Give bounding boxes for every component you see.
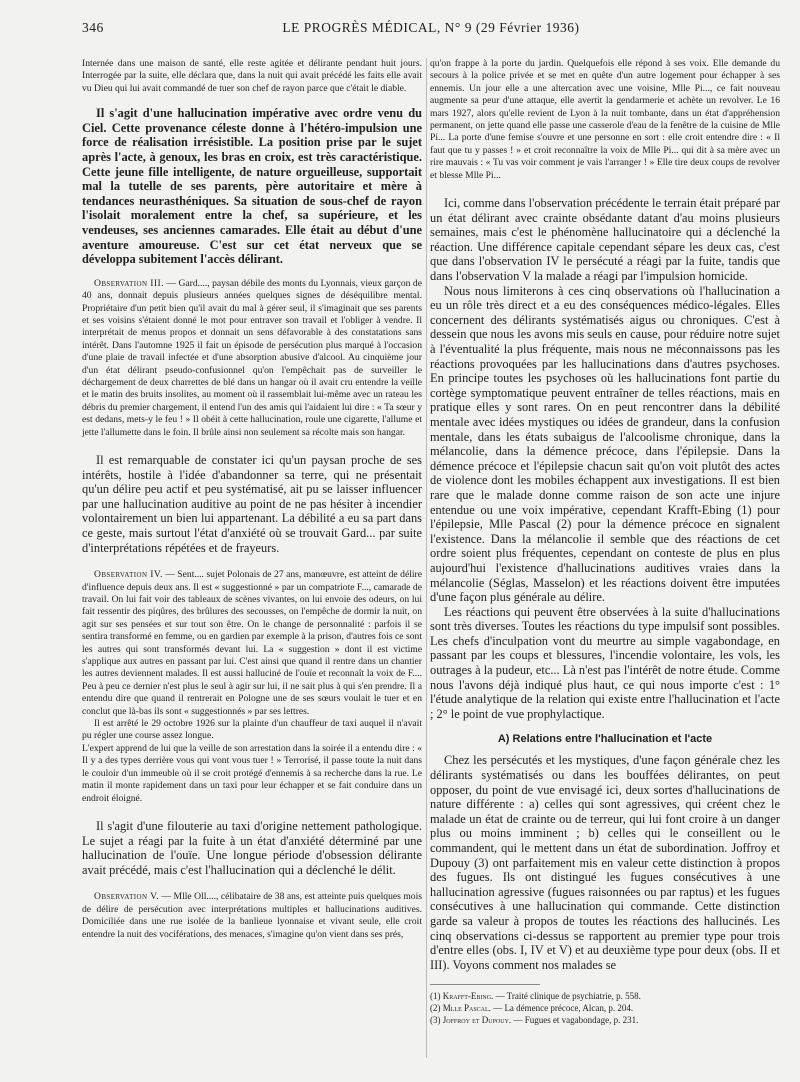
observation-4-label: Observation IV. [94, 569, 163, 581]
paragraph-five-observations: Nous nous limiterons à ces cinq observations où l'hallucination a eu un rôle très direct et a eu des conséquences médico-légales. Elles concernent des délirants systématisés aigus ou chroniques. C'est à dessein que nous les avons mis seuls en cause, pour réduire notre sujet à l'éventualité la plus fréquente, mais nous ne méconnaissons pas les réactions provoquées par les hallucinations dans d'autres psychoses. En principe toutes les psychoses où les hallucinations font partie du cortège symptomatique peuvent entraîner de telles réactions, mais en pratique elles y sont rares. On en peut rencontrer dans la débilité mentale avec idées mystiques ou idées de grandeur, dans la confusion mentale, dans les états subaigus de l'alcoolisme chronique, dans la mélancolie, dans la démence précoce, dans l'épilepsie. Dans la démence précoce et l'épilepsie chacun sait qu'on voit plutôt des actes de violence dont les mobiles échappent aux investigations. Il est bien rare que le malade donne comme raison de son acte une injure entendue ou une voix impérative, cependant Krafft-Ebing (1) pour l'épilepsie, Mlle Pascal (2) pour la démence précoce en signalent l'existence. Dans la mélancolie il semble que des réactions de cet ordre soient plus fréquentes, cependant on conteste de plus en plus aujourd'hui l'existence d'hallucinations auditives vraies dans la mélancolie (Séglas, Masselon) et les réactions doivent être imputées d'une façon plus générale au délire. [430, 283, 780, 605]
observation-3 [82, 278, 422, 439]
paragraph-reactions: Les réactions qui peuvent être observées à la suite d'hallucinations sont très diverses. Toutes les réactions du type impulsif sont possibles. Les chefs d'inculpation vont du meurtre au simple vagabondage, en passant par les coups et blessures, l'incendie volontaire, les vols, les outrages à la pudeur, etc... Là n'est pas l'intérêt de notre étude. Comme nous l'avons déjà indiqué plus haut, ce qui nous importe c'est : 1° l'étude analytique de la relation qui existe entre l'hallucination et l'acte ; 2° le point de vue prophylactique. [430, 604, 780, 721]
paragraph-persecutes: Chez les persécutés et les mystiques, d'une façon générale chez les délirants systématisés ou dans les bouffées délirantes, on peut opposer, du point de vue envisagé ici, deux sortes d'hallucinations de nature différente : a) celles qui sont agressives, qui créent chez le malade un état de crainte ou de terreur, qui lui font croire à un danger plus ou moins imminent ; b) celles qui le conseillent ou le commandent, qui le mettent dans un état de subordination. Joffroy et Dupouy (3) ont parfaitement mis en valeur cette distinction à propos des fugues. Ils ont distingué les fugues consécutives à une hallucination agressive (fugues raisonnées ou par raptus) et les fugues consécutives à une hallucination qui commande. Cette distinction garde sa valeur à propos de toutes les réactions des hallucinés. Les cinq observations ci-dessus se rapportent au premier type pour trois d'entre elles (obs. I, IV et V) et au deuxième type pour deux (obs. II et III). Voyons comment nos malades se [430, 753, 780, 972]
observation-3-label: Observation III. [94, 277, 164, 289]
paragraph-commentary-obs3: Il est remarquable de constater ici qu'un paysan proche de ses intérêts, hostile à l'idée d'abandonner sa terre, qui ne présentait qu'un délire peu actif et peu systématisé, ait pu se laisser influencer par une hallucination auditive au point de ne pas hésiter à incendier volontairement un bien lui appartenant. La débilité a eu sa part dans ce geste, mais surtout l'état d'anxiété où se trouvait Gard... par suite d'interprétations répétées et de frayeurs. [82, 453, 422, 555]
page-number: 346 [82, 20, 104, 35]
observation-4 [82, 569, 422, 718]
footnote-2: (2) Mlle Pascal. — La démence précoce, Alcan, p. 204. [430, 1002, 634, 1013]
section-heading: A) Relations entre l'hallucination et l'acte [497, 733, 713, 746]
observation-5 [82, 891, 422, 941]
footnote-rule [430, 984, 540, 985]
footnote-3: (3) Joffroy et Dupouy. — Fugues et vagabondage, p. 231. [430, 1014, 639, 1025]
running-title: LE PROGRÈS MÉDICAL, N° 9 (29 Février 1936) [282, 20, 580, 35]
observation-5-label: Observation V. [94, 891, 160, 903]
paragraph-commentary-obs4: Il s'agit d'une filouterie au taxi d'origine nettement pathologique. Le sujet a réagi par la fuite à un état d'anxiété déterminé par une hallucination de l'ouïe. Une longue période d'obsession délirante avait précédé, mais c'est l'hallucination qui a déclenché le délit. [82, 818, 422, 877]
left-column [82, 58, 422, 941]
column-divider [426, 58, 427, 1058]
paragraph-comparison: Ici, comme dans l'observation précédente le terrain était préparé par un état délirant avec crainte obsédante datant d'au moins plusieurs semaines, mais c'est le phénomène hallucinatoire qui a déclenché la réaction. Une différence capitale cependant sépare les deux cas, c'est que dans l'observation IV le persécuté a réagi par la fuite, tandis que dans l'observation V la malade a réagi par l'impulsion homicide. [430, 196, 780, 284]
observation-4-expert: L'expert apprend de lui que la veille de son arrestation dans la soirée il a entendu dire : « Il y a des types derrière vous qui vont vous tuer ! » Terrorisé, il passe toute la nuit dans le couloir d'un immeuble où il se croit protégé d'ennemis à sa recherche dans la rue. Le matin il monte rapidement dans un taxi pour leur échapper et se fait conduire dans un endroit éloigné. [82, 742, 422, 804]
observation-4-arrest: Il est arrêté le 29 octobre 1926 sur la plainte d'un chauffeur de taxi auquel il n'avait pu régler une course assez longue. [82, 718, 422, 742]
observation-5-text: — Mlle Oll...., célibataire de 38 ans, est atteinte puis quelques mois de délire de persécution avec interprétations multiples et hallucinations auditives. Domiciliée dans une rue isolée de la banlieue lyonnaise et vivant seule, elle croit entendre la nuit des vociférations, des menaces, s'imagine qu'on vient dans ses prés, [82, 891, 422, 940]
footnotes [430, 991, 780, 1026]
paragraph-internee: Internée dans une maison de santé, elle reste agitée et délirante pendant huit jours. Interrogée par la suite, elle déclara que, dans la nuit qui avait précédé les faits elle avait vu Dieu qui lui avait commandé de tuer son chef de rayon parce que c'était le diable. [82, 58, 422, 94]
paragraph-commentary-obs2: Il s'agit d'une hallucination impérative avec ordre venu du Ciel. Cette provenance céleste donne à l'hétéro-impulsion une force de réalisation irrésistible. La position prise par le sujet après l'acte, à genoux, les bras en croix, est très caractéristique. Cette jeune fille intelligente, de nature orgueilleuse, supportait mal la tutelle de ses parents, père autoritaire et mère à tendances neurasthéniques. Sa situation de sous-chef de rayon l'isolait moralement entre la chef, sa supérieure, et les vendeuses, ses anciennes camarades. Elle était au début d'une aventure amoureuse. C'est sur cet état nerveux que se développa subitement l'accès délirant. [82, 106, 422, 267]
running-header [82, 20, 780, 36]
observation-5-continued: qu'on frappe à la porte du jardin. Quelquefois elle répond à ses voix. Elle demande du secours à la police privée et se met en quête d'un autre logement pour échapper à ses ennemis. Un jour elle a une altercation avec une voisine, Mlle Pi..., ce fait nouveau augmente sa peur d'une attaque, elle avertit la gendarmerie et achète un revolver. Le 16 mars 1927, alors qu'elle revient de Lyon à la nuit tombante, dans un état d'appréhension permanent, on jette quand elle passe une casserole d'eau de la fenêtre de la cuisine de Mlle Pi... La porte d'une femise s'ouvre et une personne en sort : elle croit entendre dire : « Il faut que tu y passes ! » et croit reconnaître la voix de Mlle Pi... qui dit à sa mère avec un rire mauvais : « Tu vas voir comment je vais l'arranger ! » Elle tire deux coups de revolver et blesse Mlle Pi... [430, 58, 780, 181]
observation-3-text: — Gard...., paysan débile des monts du Lyonnais, vieux garçon de 40 ans, donnait depuis plusieurs années quelques signes de déséquilibre mental. Propriétaire d'un petit bien qu'il avait du mal à gérer seul, il s'imaginait que ses parents et ses voisins s'étaient donné le mot pour entraver son travail et l'obliger à vendre. Il interprétait de menus propos et donnait un sens défavorable à des constatations sans intérêt. Dans l'automne 1925 il fait un épisode de persécution plus marqué à l'occasion d'une plaie de travail infectée et d'une absorption abusive d'alcool. Au cinquième jour d'un état délirant pseudo-confusionnel qu'on l'empêchait pas de surveiller le déchargement de deux charrettes de blé dans un hangar où il avait cru entendre la veille et le matin des bruits insolites, au moment où il rassemblait lui-même avec un rateau les débris du premier chargement, il entend l'un des amis qui l'aidaient lui dire : « Ta sœur y est dedans, mets-y le feu ! » Il obéit à cette hallucination, roule une cigarette, l'allume et jette l'allumette dans le foin. Il brûle ainsi non seulement sa récolte mais son hangar. [82, 277, 422, 438]
right-column [430, 58, 780, 1026]
footnote-1: (1) Krafft-Ebing. — Traité clinique de psychiatrie, p. 558. [430, 991, 641, 1002]
observation-4-text: — Sent.... sujet Polonais de 27 ans, manœuvre, est atteint de délire d'influence depuis deux ans. Il est « suggestionné » par un compatriote F..., camarade de travail. On lui fait voir des tableaux de scènes vivantes, on lui envoie des odeurs, on lui fait ressentir des piqûres, des brûlures des secousses, on l'empêche de dormir la nuit, on agit sur ses pensées et sur tout son être. On le change de personnalité : parfois il se sentira transformé en femme, ou en gardien par exemple à la prison, d'autres fois ce sont les autres qui sont transformés devant lui. La « suggestion » dont il est victime s'applique aux autres en passant par lui. C'est ainsi que quand il rentre dans un chantier les autres deviennent malades. Il est aussi halluciné de l'ouïe et reconnaît la voix de F.... Peu à peu ce dernier n'est plus le seul à agir sur lui, il ne sait plus à qui s'en prendre. Il a entendu dire que quand il rentrerait en Pologne une de ses sœurs voulait le tuer et en conclut que là-bas ils sont « suggestionnés » par ses lettres. [82, 569, 422, 717]
